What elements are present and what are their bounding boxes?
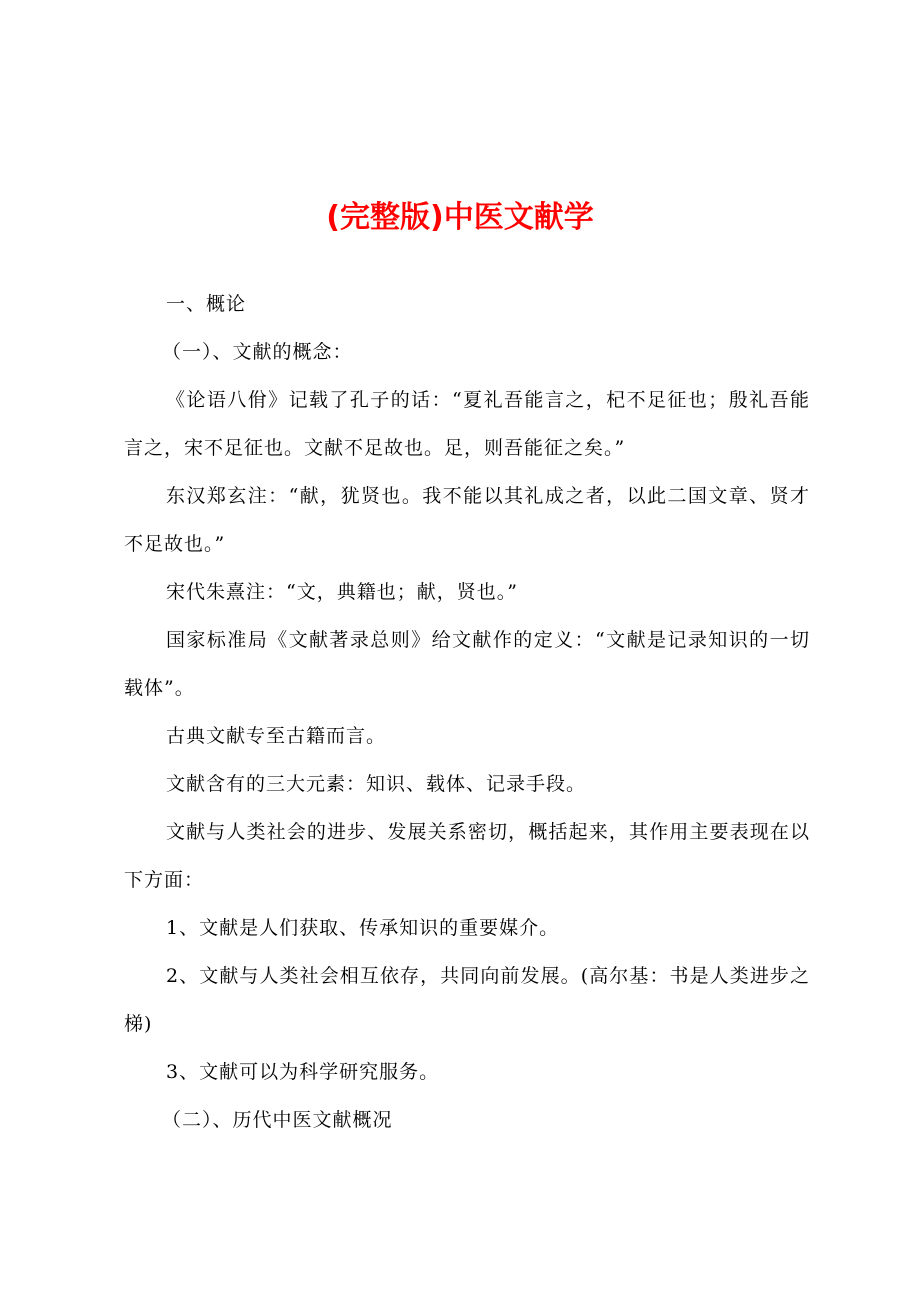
list-item: 1、文献是人们获取、传承知识的重要媒介。 <box>166 917 560 939</box>
document-title: (完整版)中医文献学 <box>326 200 594 235</box>
paragraph: 古典文献专至古籍而言。 <box>166 725 387 747</box>
section-heading: 一、概论 <box>166 293 247 315</box>
paragraph: 文献与人类社会的进步、发展关系密切，概括起来，其作用主要表现在以下方面： <box>124 821 810 891</box>
subsection-heading: （二）、历代中医文献概况 <box>162 1109 393 1131</box>
subsection-heading: （一）、文献的概念： <box>162 341 353 363</box>
list-item: 3、文献可以为科学研究服务。 <box>166 1061 440 1083</box>
list-item: 2、文献与人类社会相互依存，共同向前发展。(高尔基：书是人类进步之梯) <box>124 965 810 1035</box>
document-body <box>124 280 810 1144</box>
paragraph: 《论语八佾》记载了孔子的话：“夏礼吾能言之，杞不足征也；殷礼吾能言之，宋不足征也。文献不足故也。足，则吾能征之矣。” <box>124 389 810 459</box>
paragraph: 宋代朱熹注：“文，典籍也；献，贤也。” <box>166 581 518 603</box>
paragraph: 东汉郑玄注：“献，犹贤也。我不能以其礼成之者，以此二国文章、贤才不足故也。” <box>124 485 810 555</box>
paragraph: 文献含有的三大元素：知识、载体、记录手段。 <box>166 773 587 795</box>
paragraph: 国家标准局《文献著录总则》给文献作的定义：“文献是记录知识的一切载体”。 <box>124 629 810 699</box>
